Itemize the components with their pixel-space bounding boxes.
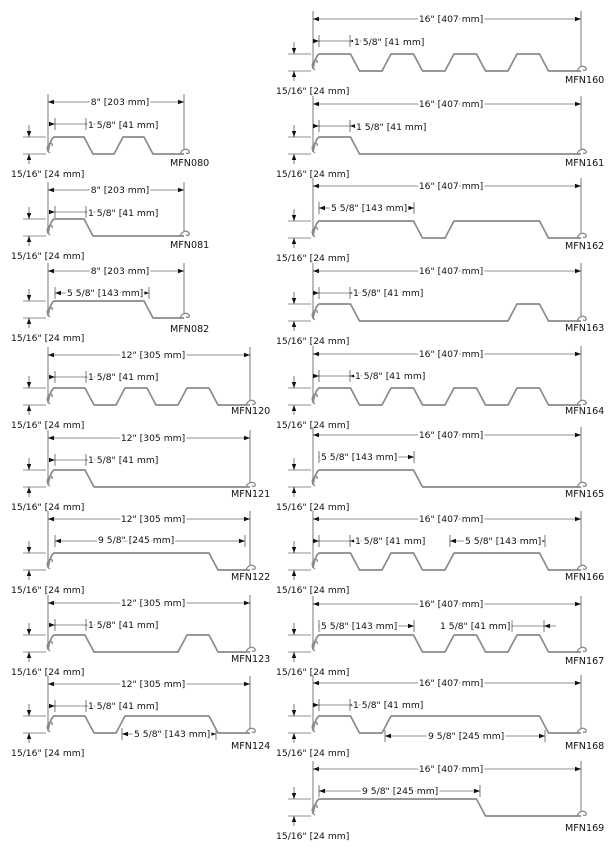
overall-width-label: 16" [407 mm] bbox=[418, 99, 484, 110]
rib-height-label: 15/16" [24 mm] bbox=[11, 502, 85, 513]
rib-dimension-label: 5 5/8" [143 mm] bbox=[331, 203, 408, 214]
panel-mfn166 bbox=[276, 511, 604, 596]
rib-dimension-label: 5 5/8" [143 mm] bbox=[67, 288, 144, 299]
rib-dimension-label: 1 5/8" [41 mm] bbox=[88, 372, 159, 383]
panel-code-label: MFN080 bbox=[170, 158, 210, 169]
overall-width-label: 16" [407 mm] bbox=[418, 430, 484, 441]
panel-code-label: MFN166 bbox=[565, 572, 605, 583]
panel-mfn081 bbox=[11, 182, 209, 262]
rib-dimension-label: 1 5/8" [41 mm] bbox=[355, 536, 426, 547]
rib-dimension-label: 5 5/8" [143 mm] bbox=[134, 729, 211, 740]
panel-code-label: MFN167 bbox=[565, 656, 605, 667]
panel-code-label: MFN162 bbox=[565, 241, 605, 252]
overall-width-label: 12" [305 mm] bbox=[120, 679, 186, 690]
rib-height-label: 15/16" [24 mm] bbox=[276, 169, 350, 180]
panel-code-label: MFN161 bbox=[565, 158, 605, 169]
panel-profile-line bbox=[48, 219, 184, 236]
panel-profile-line bbox=[48, 470, 250, 487]
overall-width-label: 16" [407 mm] bbox=[418, 514, 484, 525]
rib-height-label: 15/16" [24 mm] bbox=[276, 831, 350, 842]
rib-height-label: 15/16" [24 mm] bbox=[11, 333, 85, 344]
rib-height-label: 15/16" [24 mm] bbox=[11, 420, 85, 431]
rib-dimension-label: 1 5/8" [41 mm] bbox=[88, 208, 159, 219]
rib-dimension-label: 1 5/8" [41 mm] bbox=[88, 455, 159, 466]
rib-height-label: 15/16" [24 mm] bbox=[276, 253, 350, 264]
overall-width-label: 12" [305 mm] bbox=[120, 598, 186, 609]
panel-mfn120 bbox=[11, 347, 270, 431]
panel-mfn080 bbox=[11, 94, 209, 180]
panel-profile-line bbox=[313, 54, 581, 71]
panel-profile-line bbox=[48, 553, 250, 570]
panel-profile-line bbox=[313, 304, 581, 321]
panel-code-label: MFN082 bbox=[170, 324, 210, 335]
panel-profile-line bbox=[313, 470, 581, 487]
panel-code-label: MFN122 bbox=[231, 572, 271, 583]
overall-width-label: 16" [407 mm] bbox=[418, 181, 484, 192]
rib-dimension-label: 5 5/8" [143 mm] bbox=[321, 452, 398, 463]
rib-height-label: 15/16" [24 mm] bbox=[11, 251, 85, 262]
panel-profile-line bbox=[313, 635, 581, 652]
panel-code-label: MFN123 bbox=[231, 654, 271, 665]
panel-mfn082 bbox=[11, 263, 209, 344]
panel-mfn160 bbox=[276, 11, 604, 97]
rib-dimension-label: 5 5/8" [143 mm] bbox=[465, 536, 542, 547]
rib-dimension-label: 1 5/8" [41 mm] bbox=[355, 371, 426, 382]
rib-height-label: 15/16" [24 mm] bbox=[276, 667, 350, 678]
panel-code-label: MFN169 bbox=[565, 823, 605, 834]
rib-dimension-label: 9 5/8" [245 mm] bbox=[98, 535, 175, 546]
panel-profile-line bbox=[48, 635, 250, 652]
rib-height-label: 15/16" [24 mm] bbox=[276, 585, 350, 596]
overall-width-label: 16" [407 mm] bbox=[418, 14, 484, 25]
rib-height-label: 15/16" [24 mm] bbox=[276, 86, 350, 97]
panel-code-label: MFN164 bbox=[565, 406, 605, 417]
panel-profile-line bbox=[313, 799, 581, 816]
panel-mfn165 bbox=[276, 427, 604, 513]
panel-code-label: MFN120 bbox=[231, 406, 271, 417]
panel-mfn162 bbox=[276, 178, 604, 264]
rib-height-label: 15/16" [24 mm] bbox=[276, 748, 350, 759]
panel-code-label: MFN163 bbox=[565, 323, 605, 334]
overall-width-label: 8" [203 mm] bbox=[90, 97, 150, 108]
panel-code-label: MFN160 bbox=[565, 75, 605, 86]
overall-width-label: 16" [407 mm] bbox=[418, 599, 484, 610]
rib-dimension-label: 1 5/8" [41 mm] bbox=[88, 120, 159, 131]
panel-mfn124 bbox=[11, 676, 270, 759]
overall-width-label: 16" [407 mm] bbox=[418, 678, 484, 689]
rib-dimension-label: 1 5/8" [41 mm] bbox=[440, 621, 511, 632]
panel-code-label: MFN081 bbox=[170, 240, 210, 251]
panel-mfn161 bbox=[276, 96, 604, 180]
rib-dimension-label: 1 5/8" [41 mm] bbox=[353, 288, 424, 299]
rib-height-label: 15/16" [24 mm] bbox=[11, 585, 85, 596]
panel-code-label: MFN124 bbox=[231, 741, 271, 752]
panel-code-label: MFN168 bbox=[565, 741, 605, 752]
rib-height-label: 15/16" [24 mm] bbox=[276, 336, 350, 347]
panel-mfn164 bbox=[276, 346, 604, 431]
rib-height-label: 15/16" [24 mm] bbox=[11, 169, 85, 180]
rib-dimension-label: 1 5/8" [41 mm] bbox=[354, 37, 425, 48]
panel-mfn168 bbox=[276, 675, 604, 759]
panel-profile-line bbox=[313, 388, 581, 405]
rib-dimension-label: 9 5/8" [245 mm] bbox=[428, 731, 505, 742]
panel-mfn167 bbox=[276, 596, 604, 678]
rib-height-label: 15/16" [24 mm] bbox=[11, 748, 85, 759]
overall-width-label: 12" [305 mm] bbox=[120, 433, 186, 444]
panel-mfn122 bbox=[11, 511, 270, 596]
overall-width-label: 12" [305 mm] bbox=[120, 514, 186, 525]
overall-width-label: 8" [203 mm] bbox=[90, 266, 150, 277]
overall-width-label: 16" [407 mm] bbox=[418, 349, 484, 360]
rib-dimension-label: 1 5/8" [41 mm] bbox=[88, 620, 159, 631]
overall-width-label: 16" [407 mm] bbox=[418, 266, 484, 277]
panel-mfn169 bbox=[276, 761, 604, 842]
rib-dimension-label: 1 5/8" [41 mm] bbox=[356, 122, 427, 133]
overall-width-label: 16" [407 mm] bbox=[418, 764, 484, 775]
panel-profile-line bbox=[48, 137, 184, 154]
panel-mfn121 bbox=[11, 430, 270, 513]
panel-profile-line bbox=[313, 137, 581, 154]
panel-mfn163 bbox=[276, 263, 604, 347]
rib-height-label: 15/16" [24 mm] bbox=[11, 667, 85, 678]
rib-dimension-label: 9 5/8" [245 mm] bbox=[362, 786, 439, 797]
panel-profile-line bbox=[48, 301, 184, 318]
rib-height-label: 15/16" [24 mm] bbox=[276, 502, 350, 513]
panel-profile-line bbox=[313, 221, 581, 238]
panel-code-label: MFN165 bbox=[565, 489, 605, 500]
panel-profile-line bbox=[313, 553, 581, 570]
panel-code-label: MFN121 bbox=[231, 489, 271, 500]
panel-profile-line bbox=[48, 388, 250, 405]
rib-dimension-label: 1 5/8" [41 mm] bbox=[353, 700, 424, 711]
rib-dimension-label: 5 5/8" [143 mm] bbox=[321, 621, 398, 632]
panel-mfn123 bbox=[11, 595, 270, 678]
rib-height-label: 15/16" [24 mm] bbox=[276, 420, 350, 431]
overall-width-label: 12" [305 mm] bbox=[120, 350, 186, 361]
overall-width-label: 8" [203 mm] bbox=[90, 185, 150, 196]
rib-dimension-label: 1 5/8" [41 mm] bbox=[88, 701, 159, 712]
